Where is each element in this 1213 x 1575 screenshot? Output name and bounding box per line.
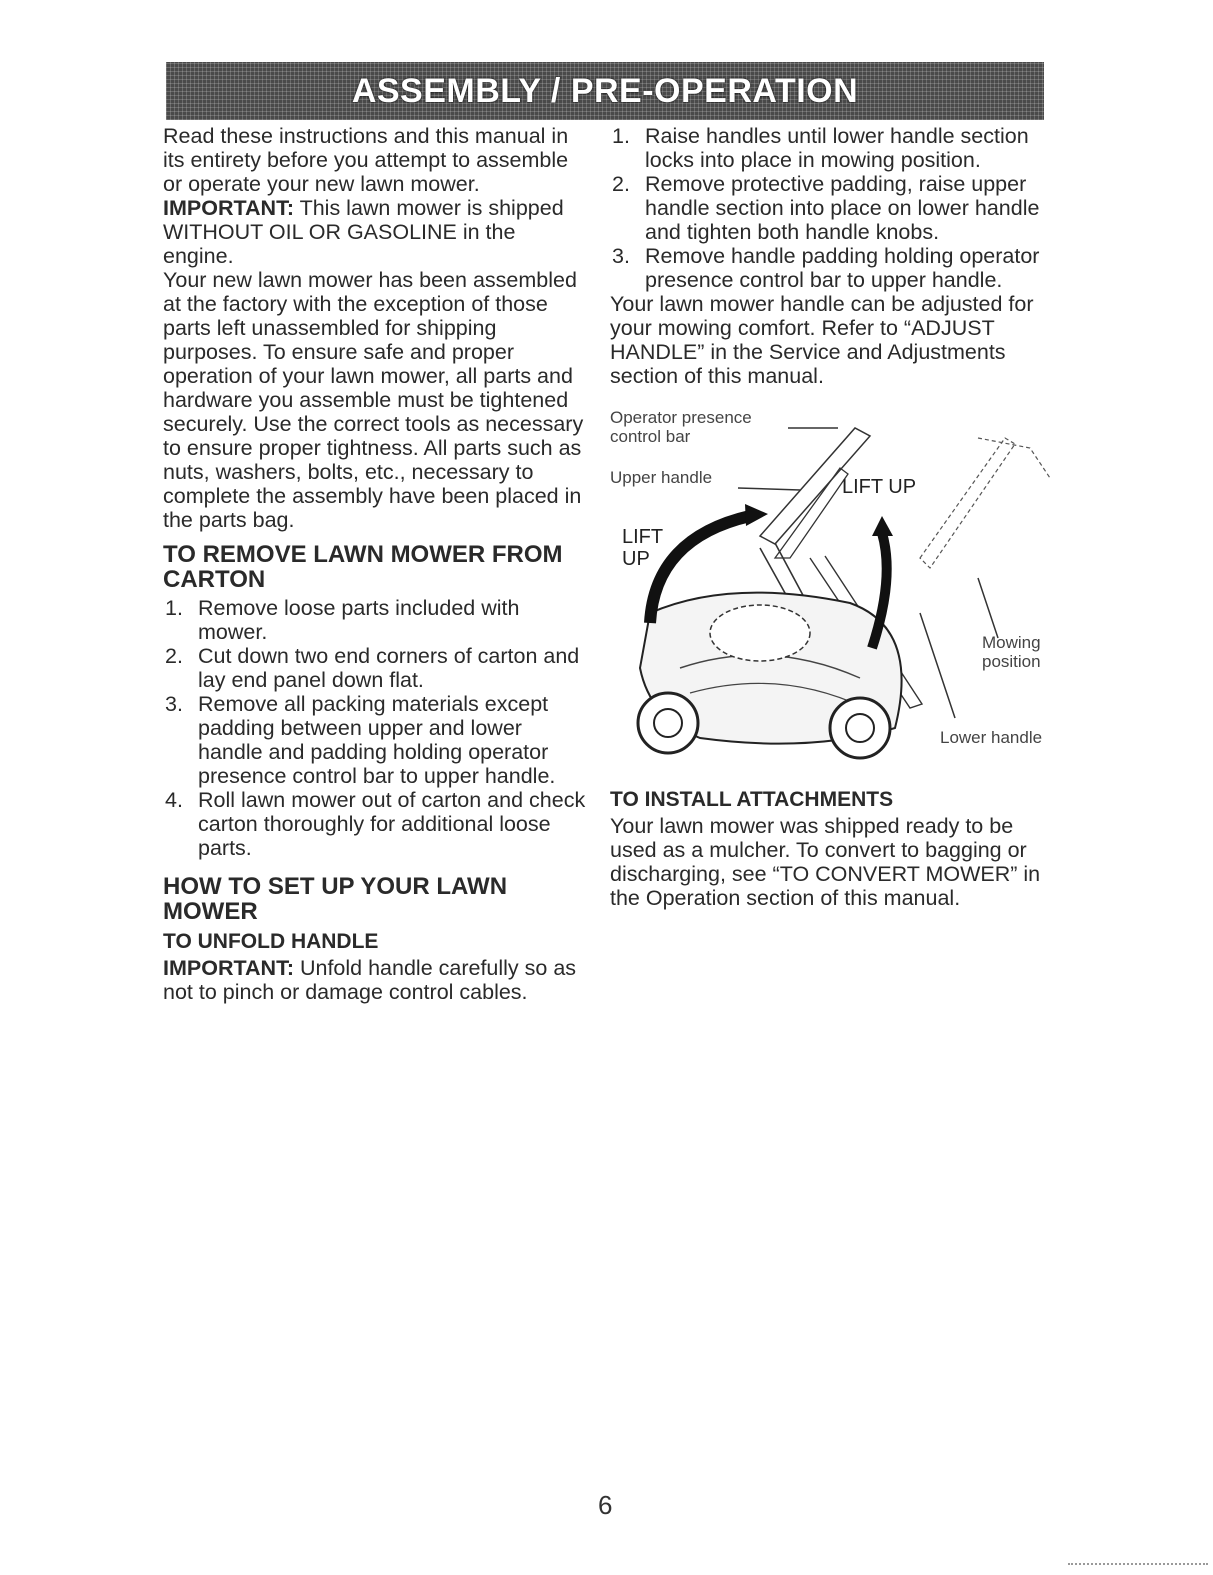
setup-heading: HOW TO SET UP YOUR LAWN MOWER [163, 873, 508, 925]
left-column [163, 124, 591, 1004]
list-item [163, 644, 591, 692]
list-item [610, 124, 1050, 172]
arrowhead-icon [872, 516, 893, 536]
page-edge-divider [1068, 1563, 1208, 1565]
step-number: 1. [165, 596, 183, 620]
step-number: 4. [165, 788, 183, 812]
step-number: 3. [612, 244, 630, 268]
step-text: Roll lawn mower out of carton and check carton thoroughly for additional loose parts. [198, 788, 586, 860]
remove-steps-list [163, 596, 591, 860]
mower-illustration [610, 408, 1050, 778]
intro-paragraph: Read these instructions and this manual in its entirety before you attempt to assemble or operate your new lawn mower. [163, 124, 569, 196]
lift-label: LIFT [622, 526, 664, 548]
unfold-heading: TO UNFOLD HANDLE [163, 930, 379, 953]
step-text: Raise handles until lower handle section locks into place in mowing position. [645, 124, 1029, 172]
step-text: Cut down two end corners of carton and lay end panel down flat. [198, 644, 580, 692]
front-wheel [638, 693, 698, 753]
step-number: 1. [612, 124, 630, 148]
lower-handle-label: Lower handle [940, 728, 1043, 747]
up-label: UP [622, 548, 650, 570]
remove-heading: TO REMOVE LAWN MOWER FROM CARTON [163, 541, 563, 593]
adjust-handle-paragraph: Your lawn mower handle can be adjusted for your mowing comfort. Refer to “ADJUST HANDLE” in the Service and Adjustments section of this manual. [610, 292, 1034, 388]
important-label: IMPORTANT: [163, 196, 294, 220]
attachments-heading: TO INSTALL ATTACHMENTS [610, 788, 894, 811]
engine-shape [710, 605, 810, 661]
mowing-position-handle [920, 438, 1015, 568]
list-item [610, 244, 1050, 292]
lift-up-label: LIFT UP [842, 476, 917, 498]
mower-handle-figure [610, 408, 1050, 778]
important-text: This lawn mower is shipped WITHOUT OIL OR GASOLINE in the engine. [163, 196, 564, 268]
step-number: 2. [612, 172, 630, 196]
page-number: 6 [598, 1490, 613, 1520]
attachments-paragraph: Your lawn mower was shipped ready to be used as a mulcher. To convert to bagging or discharging, see “TO CONVERT MOWER” in the Operation section of this manual. [610, 814, 1041, 910]
leader-line [920, 613, 955, 718]
step-text: Remove handle padding holding operator presence control bar to upper handle. [645, 244, 1040, 292]
mowing-position-label: Mowing position [982, 633, 1041, 671]
leader-line [978, 578, 998, 638]
unfold-important-text: Unfold handle carefully so as not to pinch or damage control cables. [163, 956, 577, 1004]
right-column [610, 124, 1050, 910]
list-item [610, 172, 1050, 244]
upper-handle-label: Upper handle [610, 468, 713, 487]
section-title: ASSEMBLY / PRE-OPERATION [351, 71, 859, 110]
list-item [163, 692, 591, 788]
section-banner [166, 62, 1044, 120]
list-item [163, 596, 591, 644]
step-number: 3. [165, 692, 183, 716]
rear-wheel [830, 698, 890, 758]
unfold-important-note [163, 956, 591, 1004]
step-number: 2. [165, 644, 183, 668]
step-text: Remove all packing materials except padding between upper and lower handle and padding holding operator presence control bar to upper handle. [198, 692, 556, 788]
leader-line [738, 488, 800, 490]
unfold-steps-list [610, 124, 1050, 292]
assembly-paragraph: Your new lawn mower has been assembled at the factory with the exception of those parts left unassembled for shipping purposes. To ensure safe and proper operation of your lawn mower, all parts and hardware you assemble must be tightened securely. Use the correct tools as necessary to ensure proper tightness. All parts such as nuts, washers, bolts, etc., necessary to complete the assembly have been placed in the parts bag. [163, 268, 584, 532]
step-text: Remove protective padding, raise upper handle section into place on lower handle and tighten both handle knobs. [645, 172, 1040, 244]
step-text: Remove loose parts included with mower. [198, 596, 520, 644]
operator-presence-label: Operator presence control bar [610, 408, 752, 446]
unfold-important-label: IMPORTANT: [163, 956, 294, 980]
upper-handle-shape [775, 468, 848, 558]
arrowhead-icon [745, 504, 768, 526]
important-note [163, 196, 591, 268]
list-item [163, 788, 591, 860]
